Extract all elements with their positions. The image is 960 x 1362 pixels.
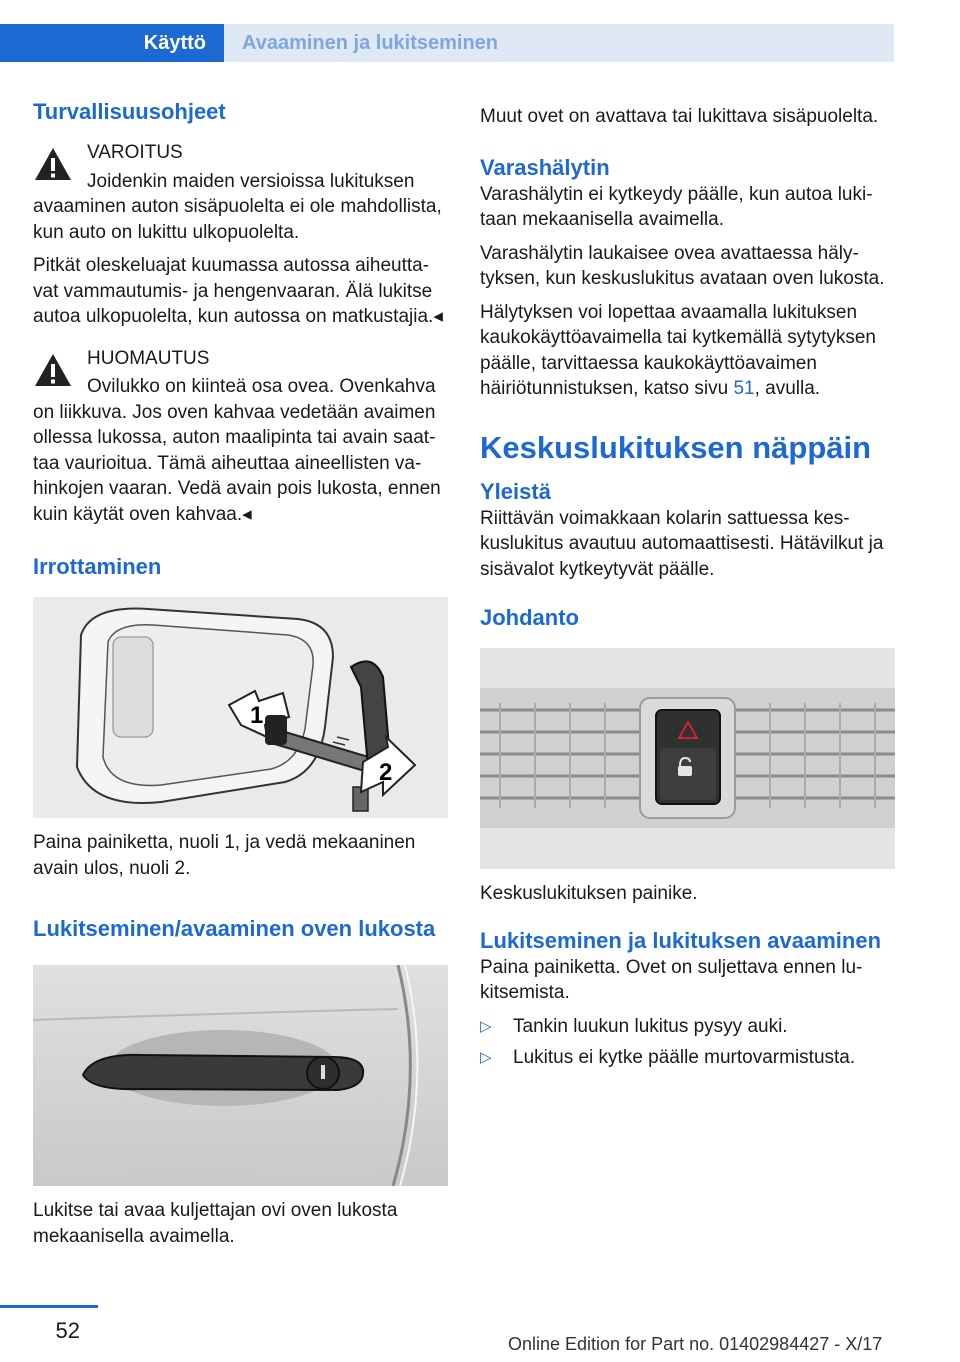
- central-lock-title: Keskuslukituksen näppäin: [480, 429, 872, 465]
- warning-title: VAROITUS: [87, 142, 183, 163]
- safety-title: Turvallisuusohjeet: [33, 99, 226, 124]
- alarm-text-3b: , avulla.: [754, 378, 821, 399]
- alarm-text-3: [480, 300, 895, 402]
- key-removal-illustration: [33, 597, 448, 818]
- left-column: [33, 98, 448, 1249]
- lock-caption: Lukitse tai avaa kuljettajan ovi oven lukosta mekaanisella avaimella.: [33, 1200, 398, 1247]
- key-removal-figure: [33, 597, 448, 818]
- central-lock-button-figure: [480, 648, 895, 869]
- button-caption: Keskuslukituksen painike.: [480, 883, 698, 904]
- intro-text: Muut ovet on avattava tai lukittava sisäpuolelta.: [480, 106, 879, 127]
- list-item: [480, 1014, 895, 1040]
- notice-triangle-icon: [33, 352, 73, 388]
- warning-text: avaaminen auton sisäpuolelta ei ole mahdollista, kun auto on lukittu ulkopuolelta.: [33, 196, 442, 243]
- warning-triangle-icon: [33, 146, 73, 182]
- general-title: Yleistä: [480, 478, 551, 504]
- footer-rule: [0, 1305, 98, 1308]
- lock-unlock-title: Lukitseminen ja lukituksen avaaminen: [480, 927, 882, 953]
- lock-unlock-text: Paina painiketta. Ovet on suljettava ennen lukitsemista.: [480, 956, 863, 1003]
- warning-first-line: Joidenkin maiden versioissa lukituksen: [87, 170, 415, 192]
- list-item-text: Lukitus ei kytke päälle murtovarmistusta.: [513, 1047, 856, 1068]
- alarm-title: Varashälytin: [480, 154, 610, 180]
- remove-title: Irrottaminen: [33, 554, 162, 579]
- notice-title: HUOMAUTUS: [87, 347, 210, 369]
- notice-block: [33, 346, 448, 400]
- list-item-text: Tankin luukun lukitus pysyy auki.: [513, 1015, 788, 1037]
- alarm-text-1: Varashälytin ei kytkeydy päälle, kun autoa lukitaan mekaanisella avaimella.: [480, 183, 873, 230]
- warning-block: [33, 140, 448, 194]
- intro-title: Johdanto: [480, 605, 579, 630]
- alarm-text-3a: Hälytyksen voi lopettaa avaamalla lukituksen kaukokäyttöavaimella tai kytkemällä sytytyksen päälle, tarvittaessa kaukokäyttöavaimen häiriötunnistuksen, katso sivu: [480, 301, 876, 399]
- arrow-label-2: 2: [379, 759, 393, 786]
- notice-text: on liikkuva. Jos oven kahvaa vedetään avaimen ollessa lukossa, auton maalipinta tai avain saattaa vaurioitua. Tämä aiheuttaa aineellisten vahinkojen vaaran. Vedä avain pois lukosta, ennen kuin käytät oven kahvaa.◂: [33, 401, 441, 525]
- notice-first-line: Ovilukko on kiinteä osa ovea. Ovenkahva: [87, 376, 436, 397]
- alarm-text-2: Varashälytin laukaisee ovea avattaessa hälytyksen, kun keskuslukitus avataan oven lukosta.: [480, 242, 885, 289]
- header-tab-section[interactable]: Avaaminen ja lukitseminen: [224, 24, 894, 62]
- list-item: [480, 1045, 895, 1071]
- page-number: 52: [55, 1318, 80, 1343]
- door-handle-illustration: [33, 965, 448, 1186]
- arrow-label-1: 1: [250, 702, 264, 729]
- bullet-arrow-icon: ▷: [480, 1017, 492, 1035]
- edition-label: Online Edition for Part no. 01402984427 - X/17: [508, 1334, 883, 1354]
- lock-title: Lukitseminen/avaaminen oven lukosta: [33, 916, 436, 941]
- remove-caption: Paina painiketta, nuoli 1, ja vedä mekaaninen avain ulos, nuoli 2.: [33, 832, 416, 879]
- warning-text-2: Pitkät oleskeluajat kuumassa autossa aiheuttavat vammautumis- ja hengenvaaran. Älä lukitse autoa ulkopuolelta, kun autossa on matkustajia.◂: [33, 255, 443, 327]
- general-text: Riittävän voimakkaan kolarin sattuessa keskuslukitus avautuu automaattisesti. Hätävilkut ja sisävalot kytkeytyvät päälle.: [480, 507, 884, 580]
- page-link-51[interactable]: 51: [733, 378, 755, 399]
- right-column: [480, 104, 895, 1071]
- vent-button-illustration: [480, 648, 895, 869]
- bullet-arrow-icon: ▷: [480, 1049, 492, 1066]
- header-tab-active[interactable]: Käyttö: [0, 24, 224, 62]
- door-lock-figure: [33, 965, 448, 1186]
